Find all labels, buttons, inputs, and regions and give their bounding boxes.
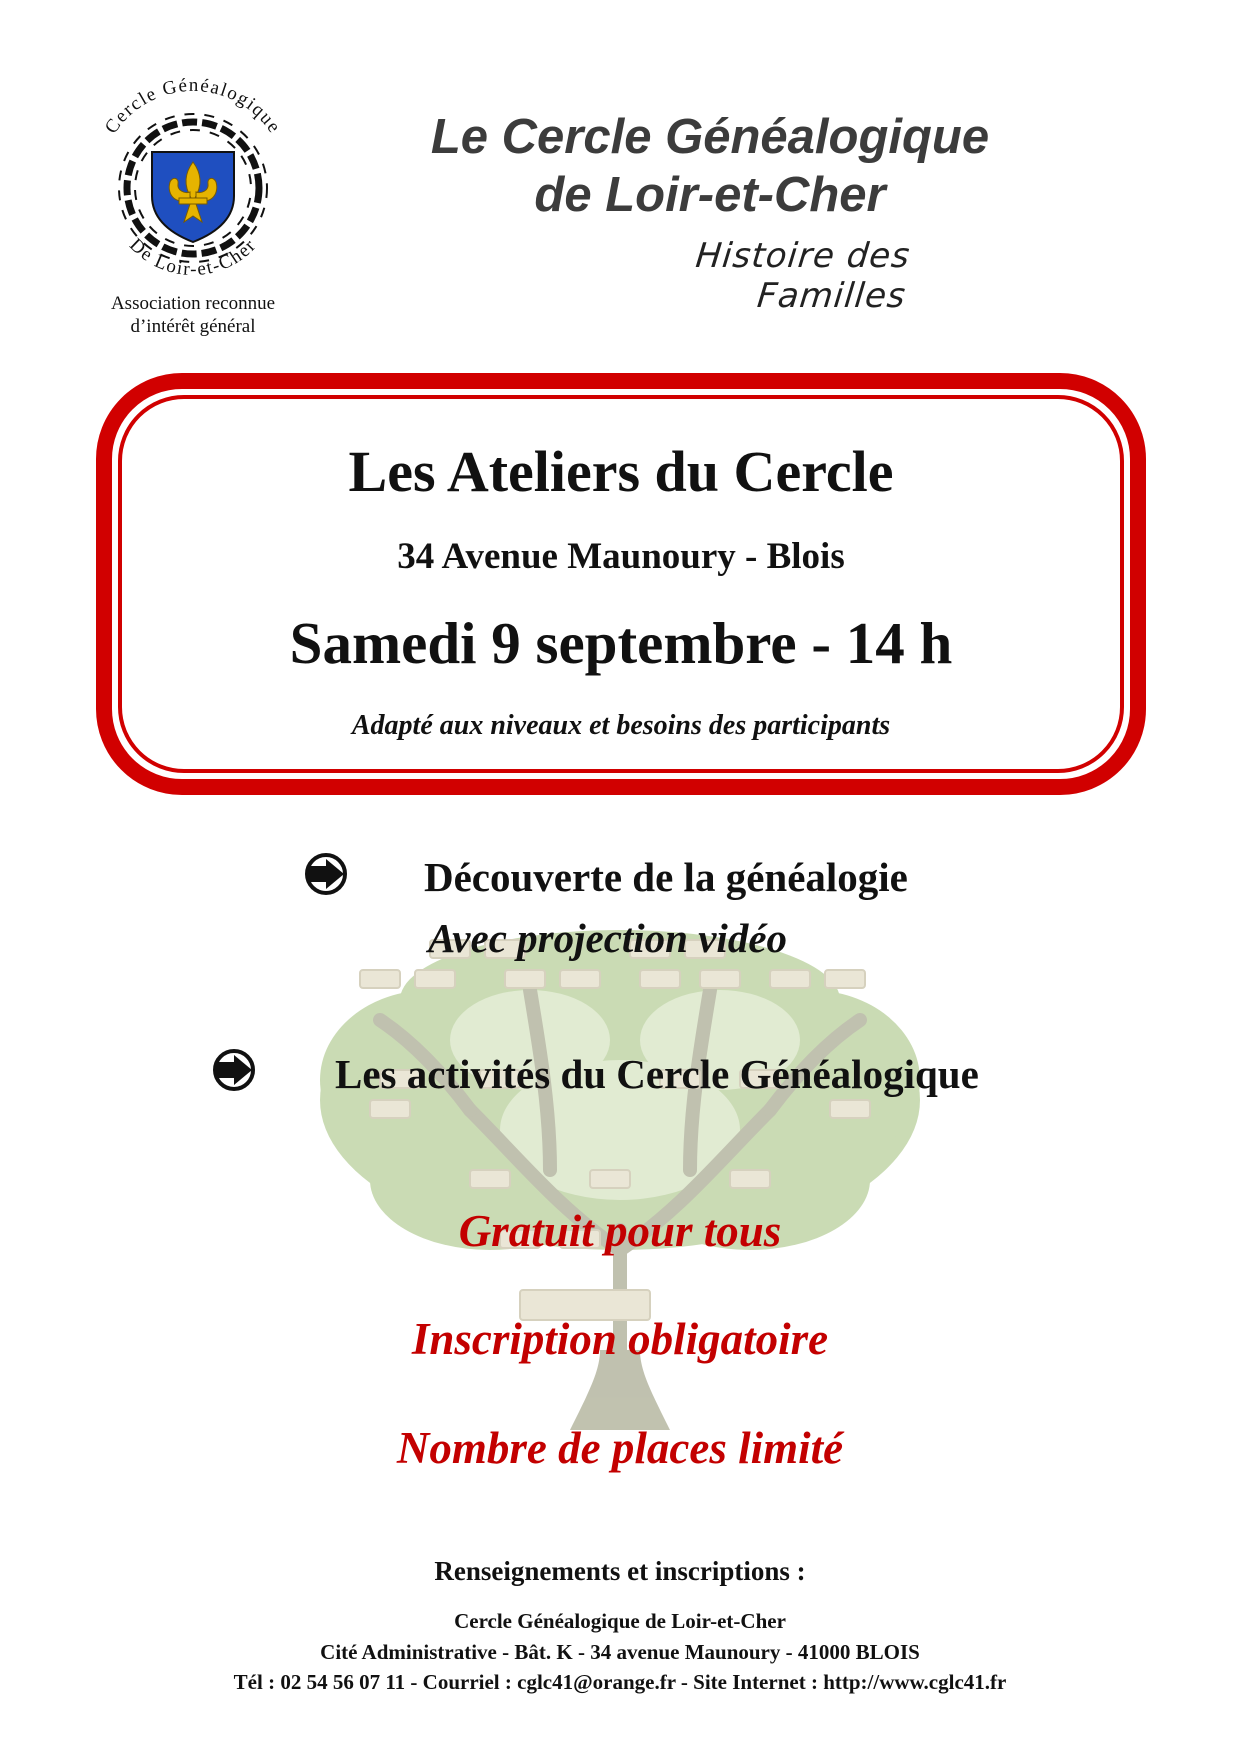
footer-organization: Cercle Généalogique de Loir-et-Cher xyxy=(454,1609,786,1633)
fleur-de-lis-shield-icon xyxy=(152,152,234,242)
arrow-right-circle-icon xyxy=(212,1048,256,1092)
event-date: Samedi 9 septembre - 14 h xyxy=(289,610,953,676)
event-title: Les Ateliers du Cercle xyxy=(348,439,894,504)
association-logo xyxy=(78,66,308,296)
registration-required-notice: Inscription obligatoire xyxy=(411,1314,829,1364)
organization-title xyxy=(380,108,1040,224)
logo-ring-top-text: Cercle Généalogique xyxy=(100,74,286,138)
footer-heading: Renseignements et inscriptions : xyxy=(434,1556,806,1586)
footer-address: Cité Administrative - Bât. K - 34 avenue Maunoury - 41000 BLOIS xyxy=(320,1640,920,1664)
limited-places-notice: Nombre de places limité xyxy=(396,1423,844,1473)
bullet-activities-label: Les activités du Cercle Généalogique xyxy=(335,1051,979,1097)
logo-ring-bottom-text: De Loir-et-Cher xyxy=(125,234,261,281)
free-entry-notice: Gratuit pour tous xyxy=(458,1206,782,1256)
event-address: 34 Avenue Maunoury - Blois xyxy=(397,536,845,577)
arrow-right-circle-icon xyxy=(304,852,348,896)
organization-title-line-1: Le Cercle Généalogique xyxy=(430,110,990,164)
bullet-discovery-sublabel: Avec projection vidéo xyxy=(428,915,788,961)
logo-caption xyxy=(78,292,308,338)
organization-tagline: Histoire des Familles xyxy=(693,236,913,316)
logo-caption-line-2: d’intérêt général xyxy=(130,316,256,337)
logo-caption-line-1: Association reconnue xyxy=(110,293,276,314)
event-note: Adapté aux niveaux et besoins des participants xyxy=(351,710,891,741)
organization-title-line-2: de Loir-et-Cher xyxy=(534,168,886,222)
bullet-discovery-label: Découverte de la généalogie xyxy=(424,854,908,900)
footer-contact: Tél : 02 54 56 07 11 - Courriel : cglc41@orange.fr - Site Internet : http://www.cglc41.fr xyxy=(233,1670,1007,1694)
